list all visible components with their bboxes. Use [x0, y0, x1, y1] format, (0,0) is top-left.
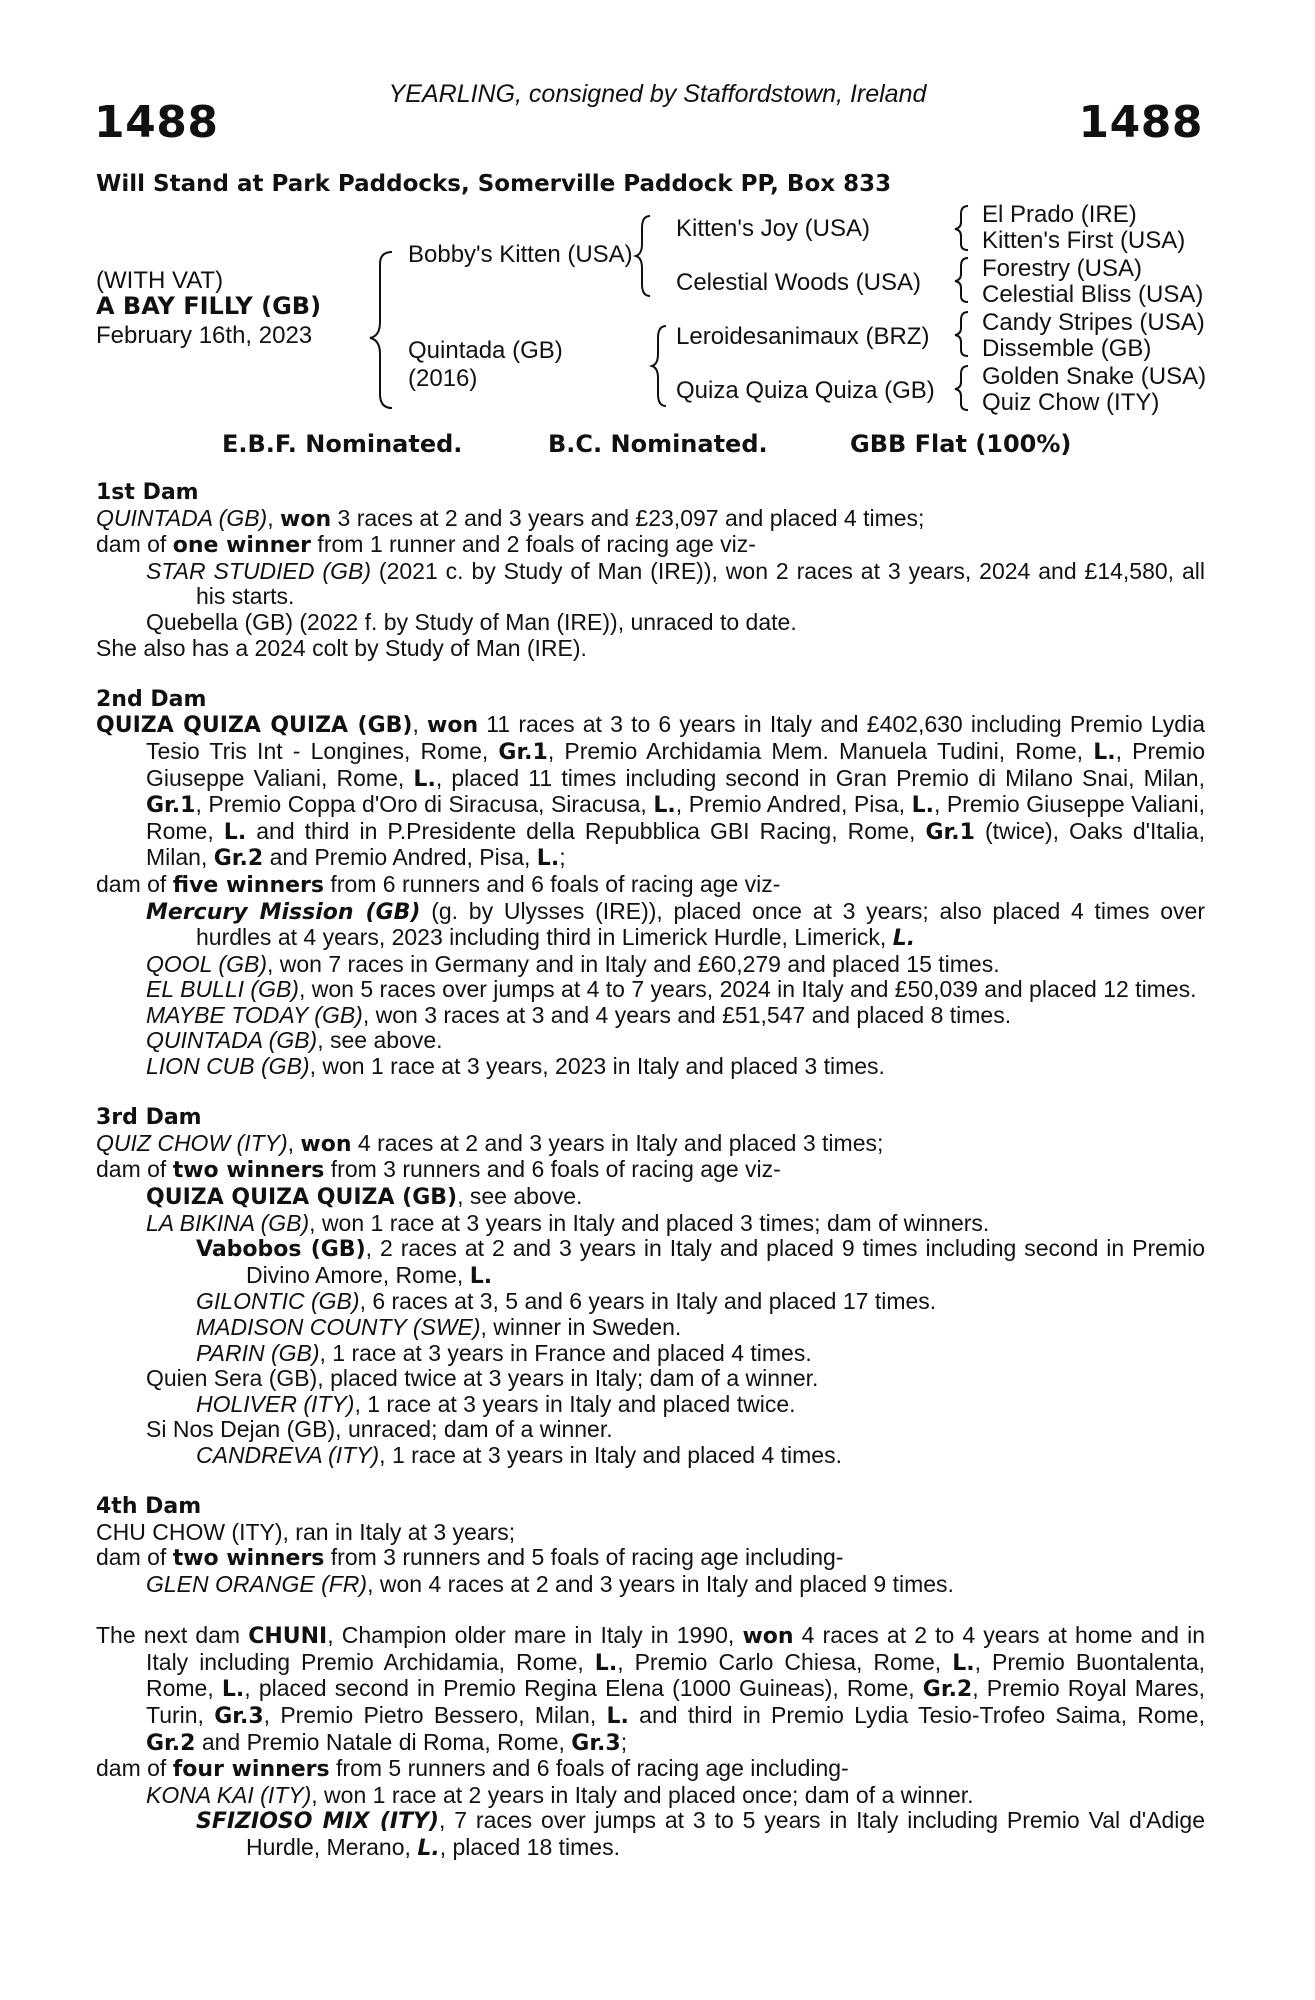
progeny-entry: Quebella (GB) (2022 f. by Study of Man (IRE)), unraced to date. [146, 608, 797, 635]
section-heading: 2nd Dam [96, 686, 207, 712]
lot-number-left: 1488 [94, 97, 219, 148]
dam-year: (2016) [408, 365, 478, 392]
group-grade: Gr.2 [146, 1730, 196, 1756]
dam-name: QUIZA QUIZA QUIZA (GB) [96, 713, 413, 739]
lot-number-right: 1488 [1078, 97, 1203, 148]
text: ; [559, 844, 566, 871]
text: and third in P.Presidente della Repubblica GBI Racing, Rome, [246, 817, 926, 844]
text: , Premio Andred, Pisa, [675, 791, 912, 818]
progeny-record: , 1 race at 3 years in France and placed 4 times. [319, 1339, 812, 1366]
group-grade: Gr.2 [922, 1677, 973, 1703]
text: from 3 runners and 5 foals of racing age including- [324, 1544, 844, 1571]
sire-sire-sire: El Prado (IRE) [982, 201, 1137, 228]
progeny-record: (2021 c. by Study of Man (IRE)), won 2 races at 3 years, 2024 and £14,580, all his starts. [196, 557, 1206, 610]
progeny-record: , winner in Sweden. [480, 1314, 682, 1340]
third-dam-section [96, 1105, 1205, 1468]
won-label: won [742, 1624, 794, 1650]
dam: Quintada (GB) [408, 337, 563, 364]
progeny-record: , 2 races at 2 and 3 years in Italy and placed 9 times including second in Premio Divino Amore, Rome, [246, 1235, 1205, 1288]
first-dam-section [96, 480, 1205, 661]
grandprogeny-name: GILONTIC (GB) [196, 1288, 360, 1315]
progeny-record: , 1 race at 3 years in Italy and placed twice. [354, 1390, 796, 1417]
winners-count: five winners [172, 872, 325, 898]
text: , Premio Royal Mares, Turin, [146, 1675, 1205, 1728]
ebf-nomination: E.B.F. Nominated. [222, 430, 463, 458]
text: dam of [96, 531, 173, 558]
progeny-record: , 7 races over jumps at 3 to 5 years in Italy including Premio Val d'Adige Hurdle, Merano, [246, 1807, 1205, 1860]
text: dam of [96, 870, 173, 897]
text: (twice), Oaks d'Italia, Milan, [146, 817, 1205, 871]
horse-dob: February 16th, 2023 [96, 322, 313, 349]
progeny-entry: Si Nos Dejan (GB), unraced; dam of a winner. [146, 1416, 613, 1443]
text: and Premio Andred, Pisa, [263, 844, 537, 871]
listed-grade: L. [469, 1263, 493, 1289]
progeny-name: STAR STUDIED (GB) [146, 557, 371, 584]
horse-name: A BAY FILLY (GB) [96, 292, 322, 320]
listed-grade: L. [606, 1703, 629, 1729]
dam-dam-dam: Quiz Chow (ITY) [982, 389, 1160, 416]
next-dam-section [96, 1623, 1205, 1861]
section-heading: 3rd Dam [96, 1105, 202, 1131]
grandprogeny-name: Vabobos (GB) [196, 1237, 366, 1263]
text: from 1 runner and 2 foals of racing age viz- [311, 531, 756, 558]
progeny-record: , see above. [457, 1183, 583, 1210]
sire-dam-sire: Forestry (USA) [982, 255, 1143, 282]
text: , Premio Buontalenta, Rome, [146, 1648, 1206, 1702]
text: , placed 11 times including second in Gran Premio di Milano Snai, Milan, [435, 764, 1205, 791]
listed-grade: L. [1093, 739, 1116, 765]
listed-grade: L. [536, 846, 560, 872]
bc-nomination: B.C. Nominated. [548, 430, 768, 458]
text: dam of [96, 1544, 173, 1571]
text: ; [620, 1728, 628, 1755]
dam-dam: Quiza Quiza Quiza (GB) [676, 377, 935, 404]
dam-name: QUINTADA (GB) [96, 504, 268, 531]
text: , Premio Pietro Bessero, Milan, [263, 1701, 607, 1728]
sire-dam-dam: Celestial Bliss (USA) [982, 281, 1204, 308]
text: , Premio Archidamia Mem. Manuela Tudini, Rome, [547, 737, 1094, 764]
progeny-name: GLEN ORANGE (FR) [146, 1570, 368, 1597]
grandprogeny-name: MADISON COUNTY (SWE) [196, 1314, 481, 1340]
stand-location: Will Stand at Park Paddocks, Somerville Paddock PP, Box 833 [96, 171, 892, 197]
grandprogeny-name: CANDREVA (ITY) [196, 1441, 380, 1468]
progeny-name: QUIZA QUIZA QUIZA (GB) [146, 1185, 458, 1211]
text: and third in Premio Lydia Tesio-Trofeo Saima, Rome, [628, 1701, 1205, 1728]
text: dam of [96, 1156, 173, 1183]
listed-grade: L. [223, 819, 247, 845]
progeny-record: , won 1 race at 3 years, 2023 in Italy and placed 3 times. [309, 1053, 885, 1080]
gbb-status: GBB Flat (100%) [850, 430, 1072, 458]
progeny-record: , won 5 races over jumps at 4 to 7 years, 2024 in Italy and £50,039 and placed 12 times. [298, 976, 1197, 1003]
won-label: won [280, 506, 332, 532]
progeny-name: MAYBE TODAY (GB) [146, 1001, 363, 1028]
group-grade: Gr.3 [571, 1730, 621, 1756]
text: 11 races at 3 to 6 years in Italy and £402,630 including Premio Lydia Tesio Tris Int - Longines, Rome, [146, 711, 1205, 764]
text: , Premio Giuseppe Valiani, Rome, [146, 737, 1205, 791]
winners-count: one winner [172, 533, 312, 559]
progeny-record: , won 1 race at 2 years in Italy and placed once; dam of a winner. [311, 1781, 974, 1808]
dam-record: CHU CHOW (ITY), ran in Italy at 3 years; [96, 1518, 516, 1545]
text: , Premio Giuseppe Valiani, Rome, [146, 791, 1205, 844]
race-record: 4 races at 2 and 3 years in Italy and placed 3 times; [351, 1129, 884, 1156]
progeny-record: , 1 race at 3 years in Italy and placed 4 times. [379, 1441, 842, 1468]
listed-grade: L. [653, 793, 676, 819]
grandprogeny-name: SFIZIOSO MIX (ITY) [196, 1809, 439, 1835]
text: from 5 runners and 6 foals of racing age including- [329, 1755, 849, 1782]
group-grade: Gr.2 [213, 846, 264, 872]
text: , Premio Carlo Chiesa, Rome, [617, 1648, 953, 1675]
second-dam-section [96, 687, 1205, 1080]
catalogue-body [96, 480, 1205, 1861]
progeny-record: , won 3 races at 3 and 4 years and £51,547 and placed 8 times. [362, 1001, 1012, 1028]
dam-sire: Leroidesanimaux (BRZ) [676, 323, 930, 350]
grandprogeny-name: HOLIVER (ITY) [196, 1390, 355, 1417]
progeny-record: (g. by Ulysses (IRE)), placed once at 3 years; also placed 4 times over hurdles at 4 years, 2023 including third in Limerick Hurdle, Limerick, [196, 897, 1205, 951]
sire-sire-dam: Kitten's First (USA) [982, 227, 1186, 254]
listed-grade: L. [417, 1835, 440, 1861]
text: and Premio Natale di Roma, Rome, [195, 1728, 572, 1755]
group-grade: Gr.3 [214, 1703, 264, 1729]
progeny-record: , 6 races at 3, 5 and 6 years in Italy and placed 17 times. [359, 1288, 937, 1315]
text: , Premio Coppa d'Oro di Siracusa, Siracusa, [195, 791, 654, 818]
grandprogeny-name: PARIN (GB) [196, 1339, 320, 1366]
vat-label: (WITH VAT) [96, 267, 224, 294]
text: , [267, 504, 281, 531]
progeny-name: LION CUB (GB) [146, 1053, 310, 1080]
group-grade: Gr.1 [498, 739, 548, 765]
progeny-name: QOOL (GB) [146, 950, 267, 977]
listed-grade: L. [413, 766, 436, 792]
progeny-name: Mercury Mission (GB) [146, 899, 421, 925]
race-record: 3 races at 2 and 3 years and £23,097 and placed 4 times; [331, 504, 925, 531]
group-grade: Gr.1 [146, 793, 196, 819]
consignor-line: YEARLING, consigned by Staffordstown, Ireland [388, 80, 927, 108]
listed-grade: L. [594, 1650, 618, 1676]
text: , placed second in Premio Regina Elena (1000 Guineas), Rome, [244, 1675, 923, 1702]
listed-grade: L. [221, 1677, 245, 1703]
text: from 6 runners and 6 foals of racing age viz- [324, 870, 781, 897]
group-grade: Gr.1 [925, 819, 975, 845]
progeny-record: , won 7 races in Germany and in Italy and £60,279 and placed 15 times. [267, 950, 1000, 977]
progeny-record: , won 1 race at 3 years in Italy and placed 3 times; dam of winners. [309, 1209, 990, 1236]
listed-grade: L. [952, 1650, 975, 1676]
fourth-dam-section [96, 1494, 1205, 1597]
section-heading: 1st Dam [96, 480, 199, 505]
dam-name: QUIZ CHOW (ITY) [96, 1129, 288, 1156]
text: from 3 runners and 6 foals of racing age viz- [324, 1156, 781, 1183]
progeny-entry: Quien Sera (GB), placed twice at 3 years in Italy; dam of a winner. [146, 1365, 819, 1392]
sire: Bobby's Kitten (USA) [408, 241, 633, 268]
text: 4 races at 2 to 4 years at home and in Italy including Premio Archidamia, Rome, [146, 1622, 1205, 1675]
winners-count: four winners [172, 1757, 330, 1783]
won-label: won [427, 713, 479, 739]
dam-sire-dam: Dissemble (GB) [982, 335, 1152, 362]
section-heading: 4th Dam [96, 1494, 202, 1520]
progeny-record: , see above. [317, 1027, 443, 1054]
text: , [412, 711, 428, 738]
progeny-name: EL BULLI (GB) [146, 976, 299, 1003]
progeny-name: LA BIKINA (GB) [146, 1209, 310, 1236]
text: , Champion older mare in Italy in 1990, [327, 1622, 743, 1649]
progeny-name: KONA KAI (ITY) [146, 1781, 312, 1808]
text: dam of [96, 1755, 173, 1782]
dam-name: CHUNI [248, 1624, 328, 1650]
listed-grade: L. [892, 926, 916, 952]
progeny-note: She also has a 2024 colt by Study of Man (IRE). [96, 634, 587, 661]
dam-dam-sire: Golden Snake (USA) [982, 363, 1207, 390]
listed-grade: L. [911, 793, 934, 819]
progeny-record: , won 4 races at 2 and 3 years in Italy and placed 9 times. [367, 1570, 954, 1597]
text: , [287, 1129, 301, 1156]
won-label: won [300, 1131, 352, 1157]
text: , placed 18 times. [439, 1833, 620, 1860]
sire-sire: Kitten's Joy (USA) [676, 215, 870, 242]
dam-sire-sire: Candy Stripes (USA) [982, 309, 1205, 336]
text: The next dam [96, 1622, 249, 1649]
progeny-name: QUINTADA (GB) [146, 1027, 318, 1054]
winners-count: two winners [172, 1158, 325, 1184]
sire-dam: Celestial Woods (USA) [676, 269, 921, 296]
winners-count: two winners [172, 1546, 325, 1572]
